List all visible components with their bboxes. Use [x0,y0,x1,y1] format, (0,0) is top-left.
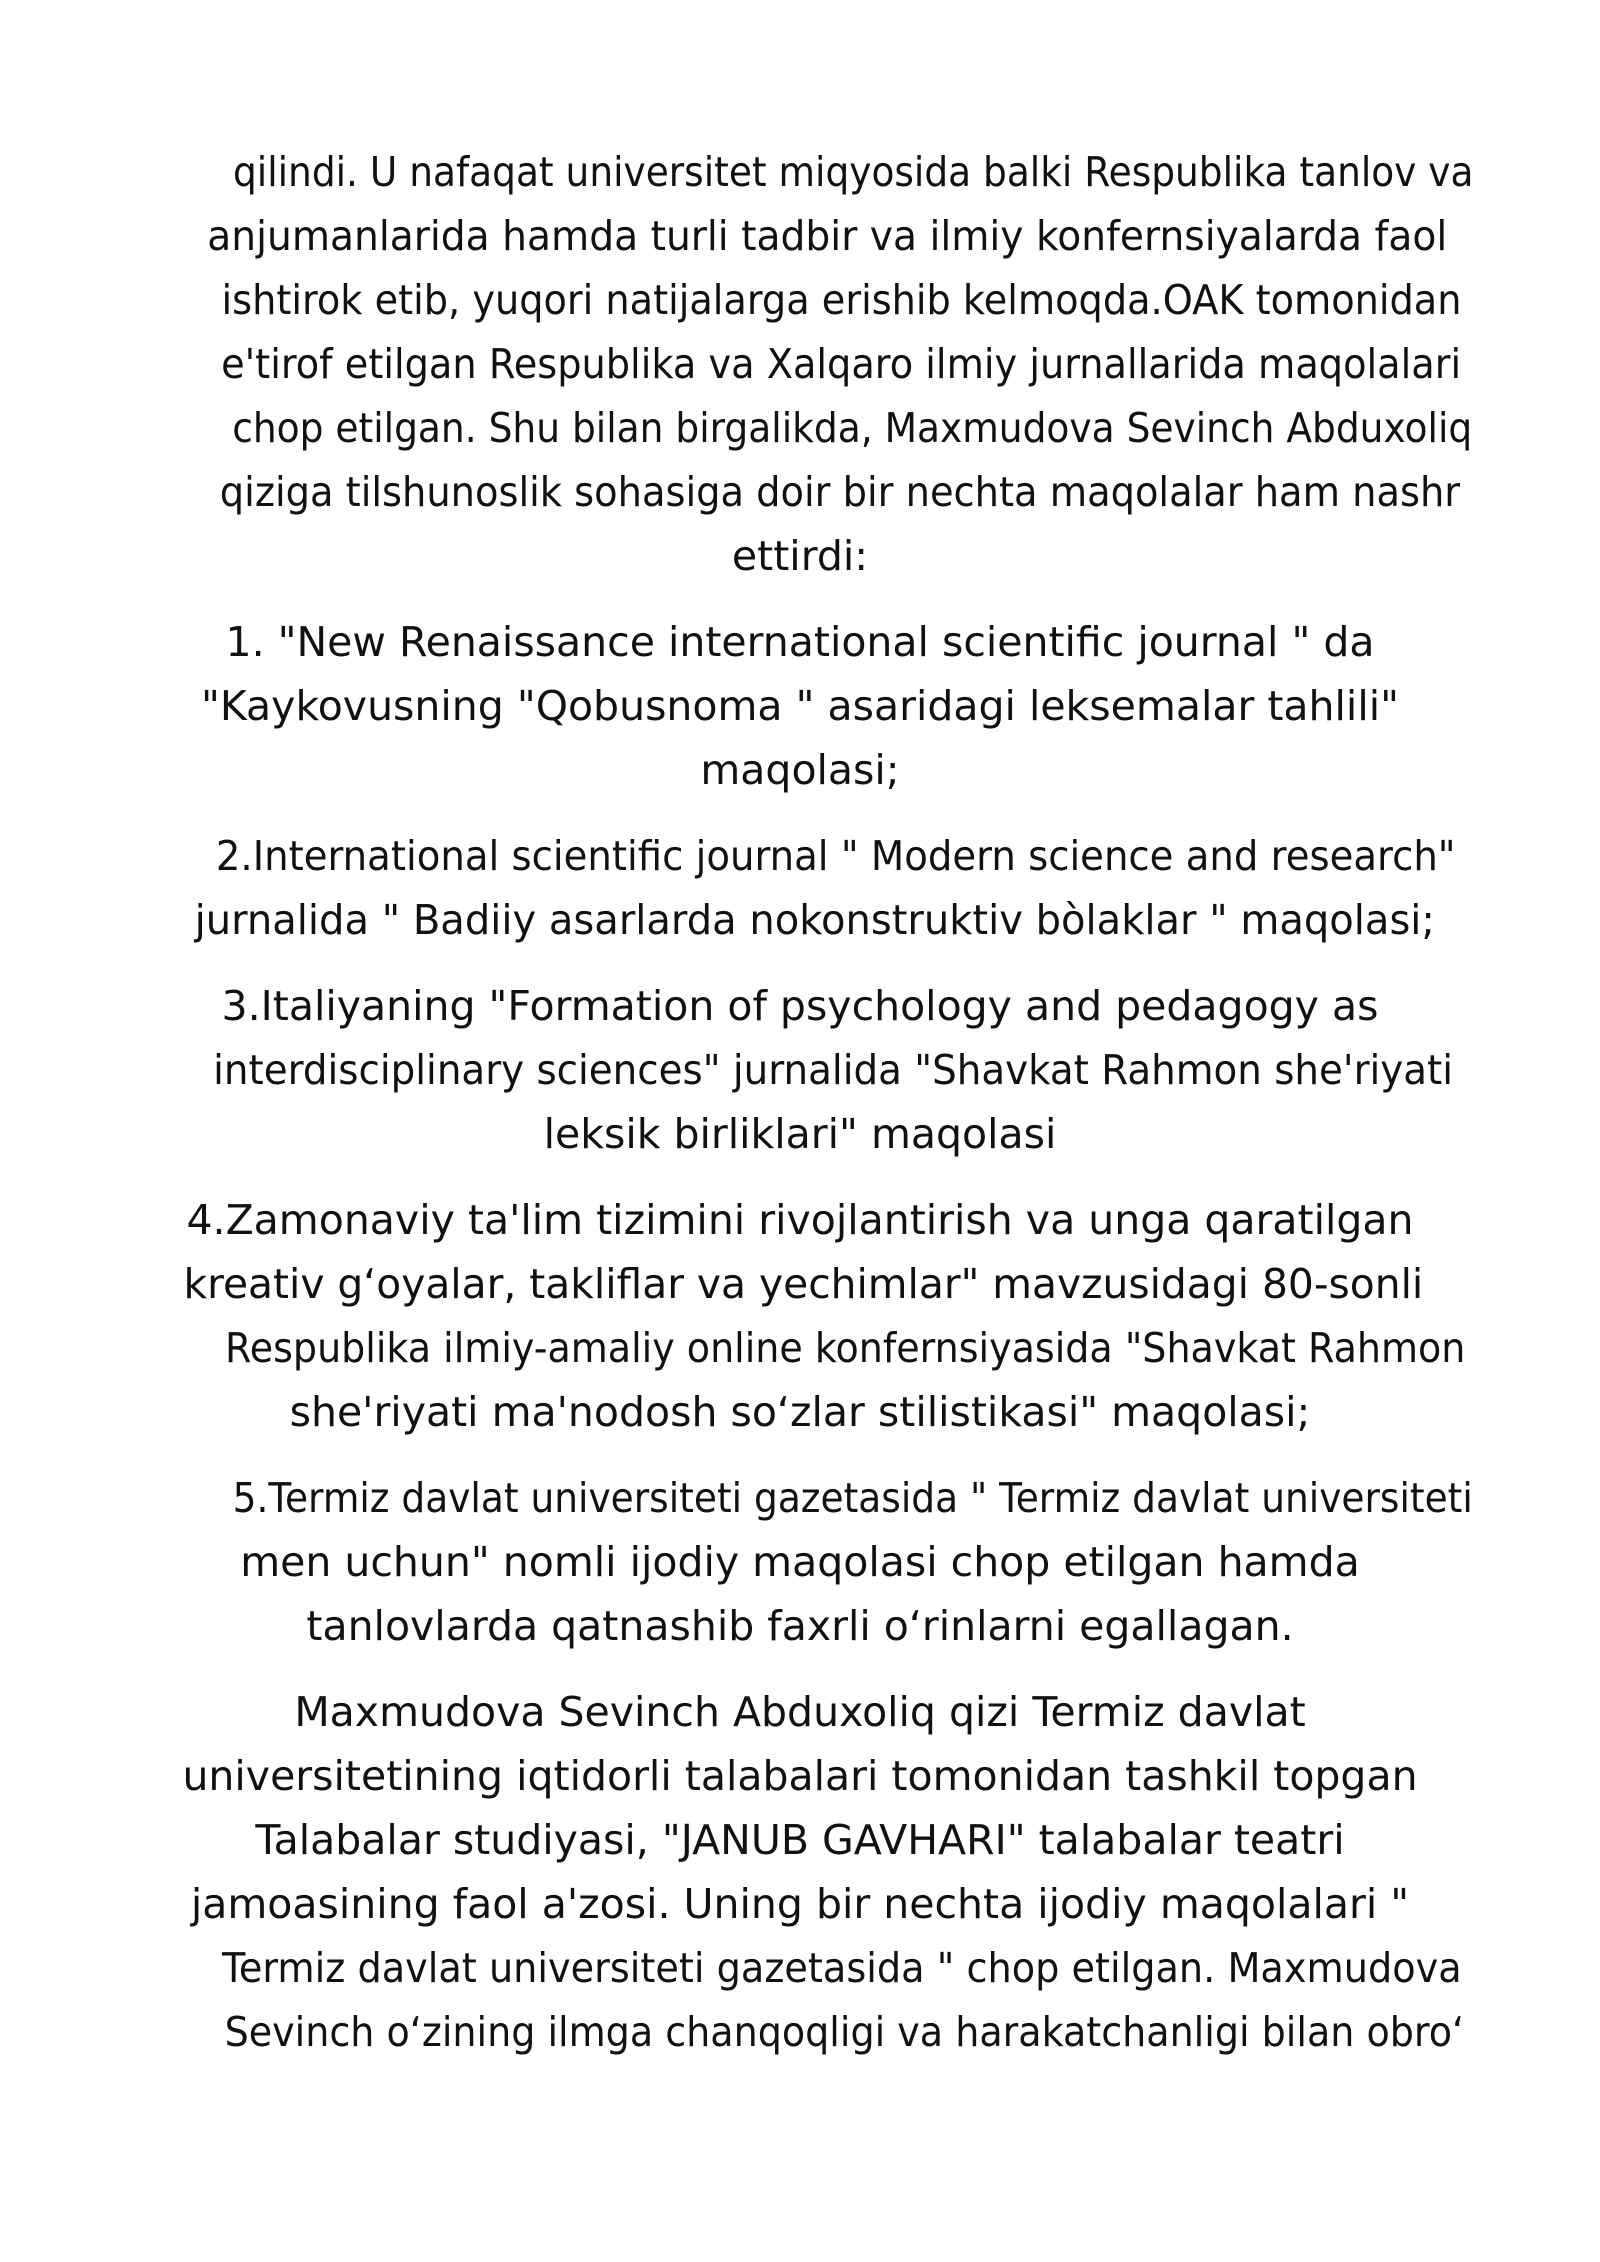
text-line: 1. "New Renaissance international scientific journal " da [225,618,1375,666]
text-line: anjumanlarida hamda turli tadbir va ilmiy konfernsiyalarda faol [207,212,1448,260]
paragraph-closing [180,1680,1465,2064]
text-line: ishtirok etib, yuqori natijalarga erishib kelmoqda.OAK tomonidan [221,276,1462,324]
text-line: 2.International scientific journal " Modern science and research" [215,832,1456,880]
text-line: 5.Termiz davlat universiteti gazetasida " Termiz davlat universiteti [232,1474,1473,1522]
text-line: leksik birliklari" maqolasi [543,1110,1057,1158]
text-line: she'riyati ma'nodosh so‘zlar stilistikasi" maqolasi; [289,1388,1311,1436]
text-line: e'tirof etilgan Respublika va Xalqaro ilmiy jurnallarida maqolalari [221,340,1462,388]
list-item-5 [180,1466,1473,1658]
text-line: Talabalar studiyasi, "JANUB GAVHARI" talabalar teatri [255,1816,1345,1864]
text-line: Respublika ilmiy-amaliy online konfernsiyasida "Shavkat Rahmon [225,1324,1466,1372]
list-item-4 [180,1188,1466,1444]
text-line: kreativ g‘oyalar, takliflar va yechimlar" mavzusidagi 80-sonli [183,1260,1424,1308]
paragraph-intro [180,140,1474,588]
text-line: 4.Zamonaviy ta'lim tizimini rivojlantirish va unga qaratilgan [186,1196,1414,1244]
text-line: maqolasi; [700,746,900,794]
text-line: men uchun" nomli ijodiy maqolasi chop etilgan hamda [240,1538,1360,1586]
text-line: Termiz davlat universiteti gazetasida " chop etilgan. Maxmudova [221,1944,1462,1992]
text-line: jurnalida " Badiiy asarlarda nokonstruktiv bòlaklar " maqolasi; [194,896,1435,944]
text-line: tanlovlarda qatnashib faxrli o‘rinlarni egallagan. [306,1602,1294,1650]
text-line: chop etilgan. Shu bilan birgalikda, Maxmudova Sevinch Abduxoliq [232,404,1473,452]
document-body [180,140,1474,2086]
text-line: jamoasining faol a'zosi. Uning bir nechta ijodiy maqolalari " [190,1880,1410,1928]
list-item-1 [180,610,1420,802]
text-line: "Kaykovusning "Qobusnoma " asaridagi leksemalar tahlili" [201,682,1399,730]
text-line: universitetining iqtidorli talabalari tomonidan tashkil topgan [182,1752,1418,1800]
text-line: ettirdi: [731,532,869,580]
text-line: qiziga tilshunoslik sohasiga doir bir nechta maqolalar ham nashr [219,468,1461,516]
text-line: interdisciplinary sciences" jurnalida "Shavkat Rahmon she'riyati [213,1046,1454,1094]
text-line: Maxmudova Sevinch Abduxoliq qizi Termiz davlat [294,1688,1306,1736]
text-line: Sevinch o‘zining ilmga chanqoqligi va harakatchanligi bilan obro‘ [224,2008,1465,2056]
text-line: 3.Italiyaning "Formation of psychology and pedagogy as [221,982,1379,1030]
list-item-2 [180,824,1456,952]
text-line: qilindi. U nafaqat universitet miqyosida balki Respublika tanlov va [233,148,1474,196]
list-item-3 [180,974,1454,1166]
